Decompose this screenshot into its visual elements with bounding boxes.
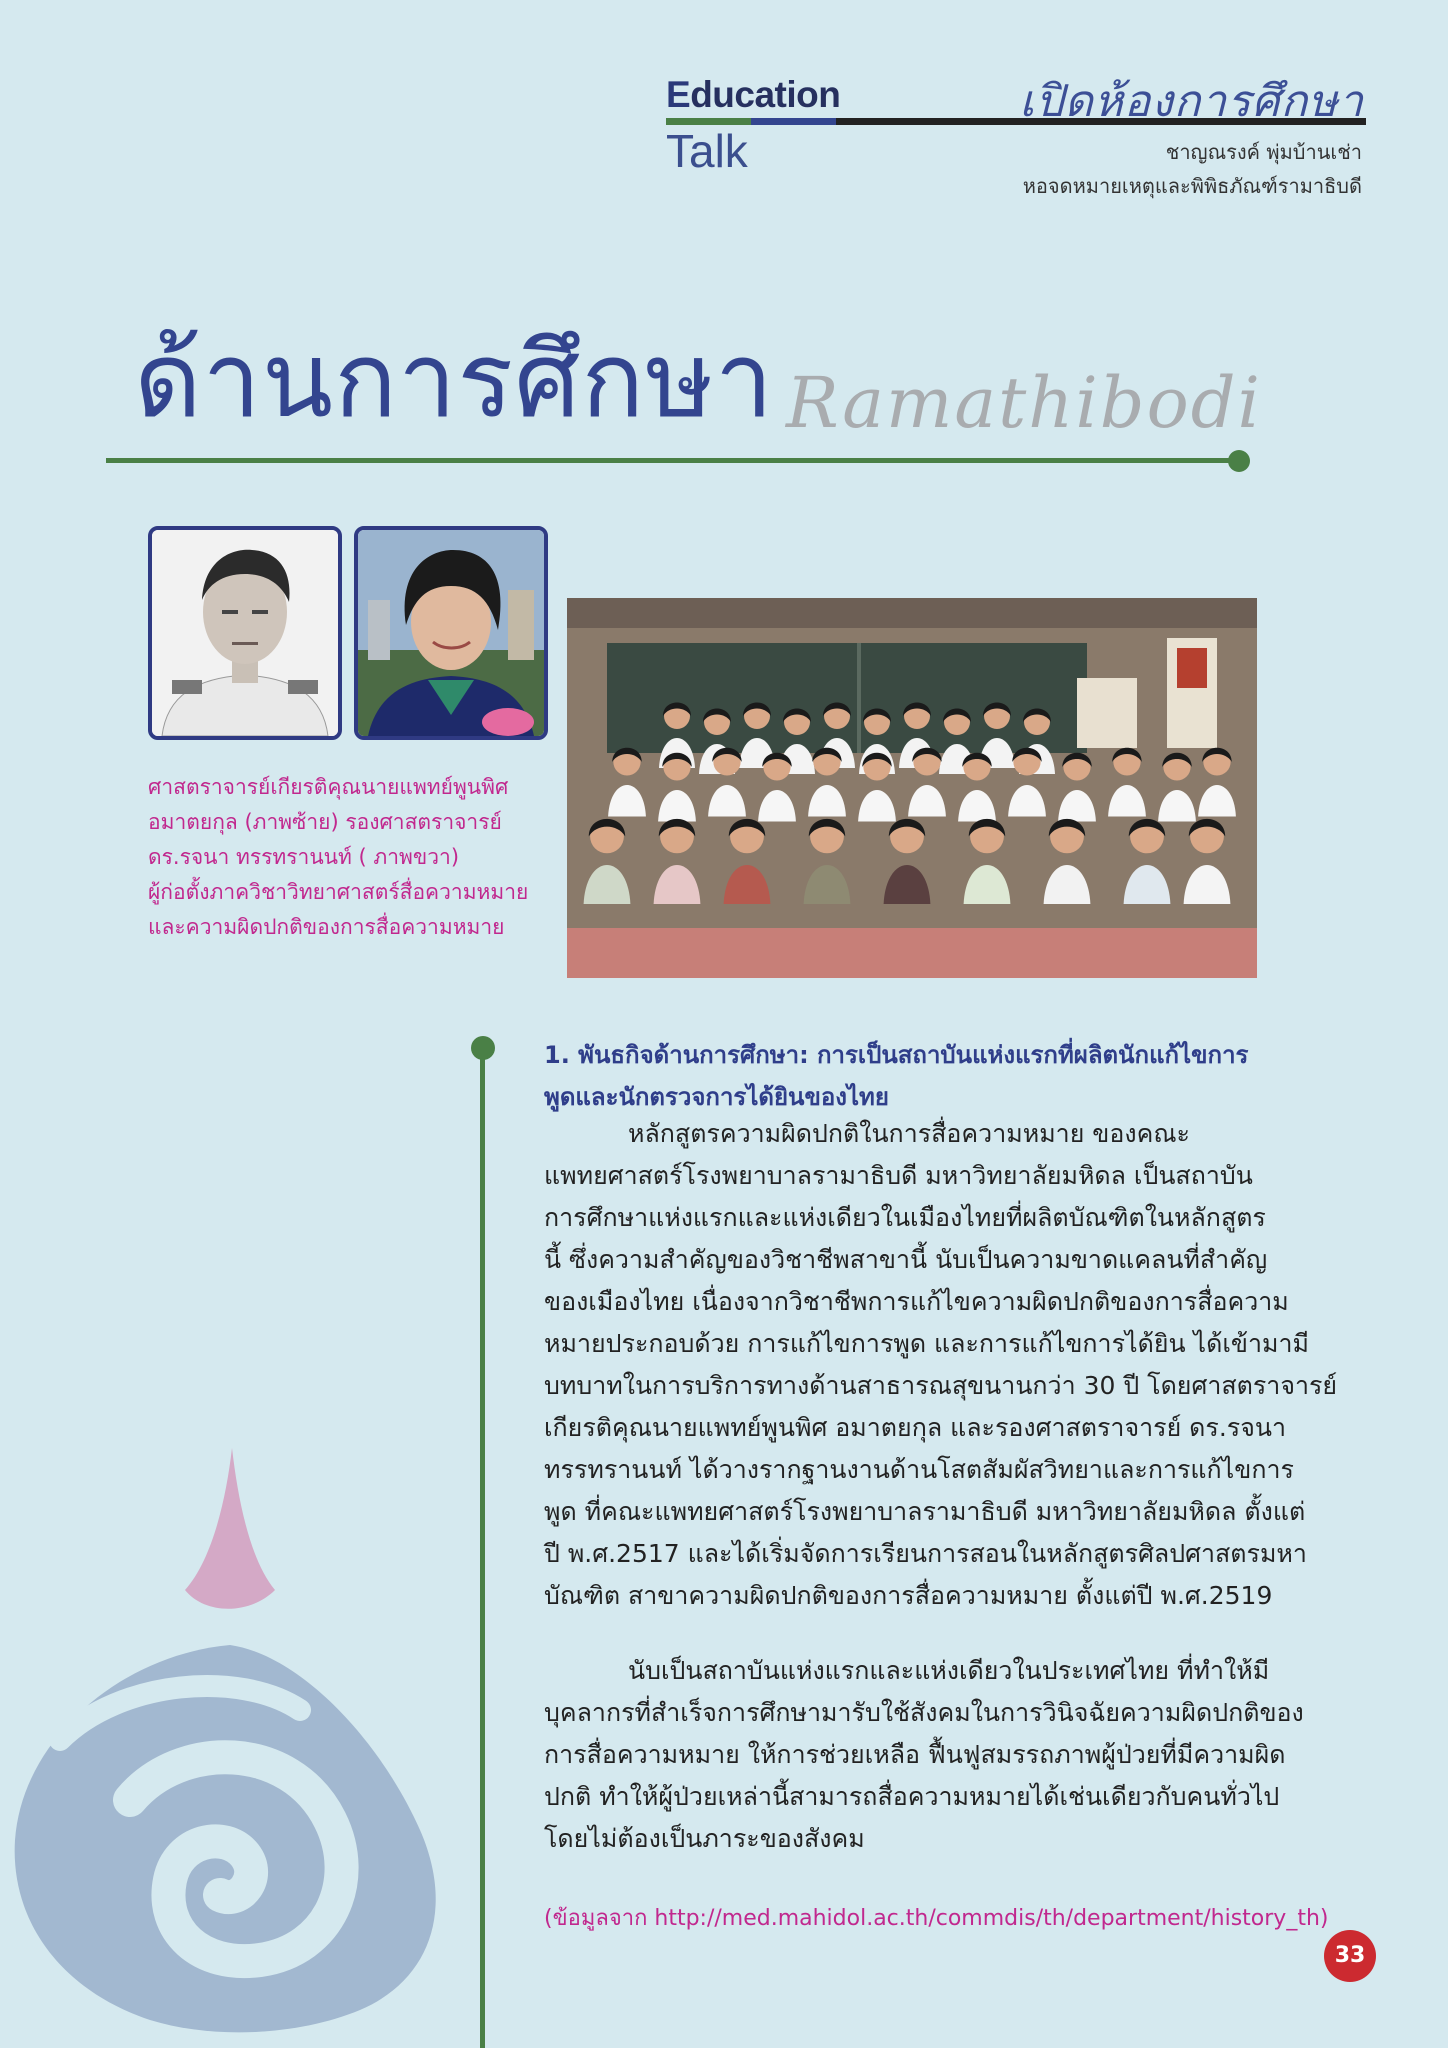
paragraph-line: หลักสูตรความผิดปกติในการสื่อความหมาย ของคณะ xyxy=(628,1119,1190,1148)
caption-line: ศาสตราจารย์เกียรติคุณนายแพทย์พูนพิศ xyxy=(148,775,509,799)
author-name: ชาญณรงค์ พุ่มบ้านเช่า xyxy=(1165,140,1362,164)
page-number-badge: 33 xyxy=(1324,1930,1376,1982)
paragraph-1 xyxy=(544,1113,1338,1617)
caption-line: และความผิดปกติของการสื่อความหมาย xyxy=(148,915,505,939)
paragraph-line: นี้ ซึ่งความสำคัญของวิชาชีพสาขานี้ นับเป็นความขาดแคลนที่สำคัญ xyxy=(544,1245,1268,1274)
paragraph-line: เกียรติคุณนายแพทย์พูนพิศ อมาตยกุล และรองศาสตราจารย์ ดร.รจนา xyxy=(544,1413,1286,1442)
title-underline-dot xyxy=(1228,450,1250,472)
page-title-latin: Ramathibodi xyxy=(786,362,1262,444)
faculty-emblem-watermark xyxy=(0,1440,460,2040)
section-heading-line: 1. พันธกิจด้านการศึกษา: การเป็นสถาบันแห่งแรกที่ผลิตนักแก้ไขการ xyxy=(544,1041,1249,1069)
paragraph-line: ทรรทรานนท์ ได้วางรากฐานงานด้านโสตสัมผัสวิทยาและการแก้ไขการ xyxy=(544,1455,1294,1484)
talk-logo-text: Talk xyxy=(666,125,748,177)
portrait-caption xyxy=(148,770,538,945)
paragraph-line: นับเป็นสถาบันแห่งแรกและแห่งเดียวในประเทศไทย ที่ทำให้มี xyxy=(628,1656,1270,1685)
education-logo-text: Education xyxy=(666,74,841,115)
paragraph-line: ปี พ.ศ.2517 และได้เริ่มจัดการเรียนการสอนในหลักสูตรศิลปศาสตรมหา xyxy=(544,1539,1307,1568)
section-vertical-rule xyxy=(480,1048,485,2048)
paragraph-line: ปกติ ทำให้ผู้ป่วยเหล่านี้สามารถสื่อความหมายได้เช่นเดียวกับคนทั่วไป xyxy=(544,1782,1280,1811)
section-rule-dot xyxy=(471,1036,495,1060)
caption-line: อมาตยกุล (ภาพซ้าย) รองศาสตราจารย์ xyxy=(148,810,502,834)
group-photo xyxy=(567,598,1257,978)
source-citation: (ข้อมูลจาก http://med.mahidol.ac.th/commdis/th/department/history_th) xyxy=(544,1906,1329,1931)
paragraph-2 xyxy=(544,1650,1304,1860)
section-heading-line: พูดและนักตรวจการได้ยินของไทย xyxy=(544,1083,889,1111)
paragraph-line: บุคลากรที่สำเร็จการศึกษามารับใช้สังคมในการวินิจฉัยความผิดปกติของ xyxy=(544,1698,1304,1727)
caption-line: ดร.รจนา ทรรทรานนท์ ( ภาพขวา) xyxy=(148,845,460,869)
paragraph-line: บัณฑิต สาขาความผิดปกติของการสื่อความหมาย ตั้งแต่ปี พ.ศ.2519 xyxy=(544,1581,1273,1610)
paragraph-line: โดยไม่ต้องเป็นภาระของสังคม xyxy=(544,1824,865,1853)
section-heading xyxy=(544,1034,1274,1118)
paragraph-line: แพทยศาสตร์โรงพยาบาลรามาธิบดี มหาวิทยาลัยมหิดล เป็นสถาบัน xyxy=(544,1161,1253,1190)
section-header-thai: เปิดห้องการศึกษา xyxy=(1019,76,1364,127)
author-affiliation: หอจดหมายเหตุและพิพิธภัณฑ์รามาธิบดี xyxy=(1022,174,1362,198)
paragraph-line: หมายประกอบด้วย การแก้ไขการพูด และการแก้ไขการได้ยิน ได้เข้ามามี xyxy=(544,1329,1309,1358)
portrait-left-photo xyxy=(148,526,342,740)
paragraph-line: พูด ที่คณะแพทยศาสตร์โรงพยาบาลรามาธิบดี มหาวิทยาลัยมหิดล ตั้งแต่ xyxy=(544,1497,1306,1526)
title-underline xyxy=(106,458,1242,463)
portrait-right-photo xyxy=(354,526,548,740)
caption-line: ผู้ก่อตั้งภาควิชาวิทยาศาสตร์สื่อความหมาย xyxy=(148,880,529,904)
paragraph-line: การศึกษาแห่งแรกและแห่งเดียวในเมืองไทยที่ผลิตบัณฑิตในหลักสูตร xyxy=(544,1203,1266,1232)
paragraph-line: ของเมืองไทย เนื่องจากวิชาชีพการแก้ไขความผิดปกติของการสื่อความ xyxy=(544,1287,1289,1316)
page-title: ด้านการศึกษา xyxy=(134,319,775,441)
paragraph-line: บทบาทในการบริการทางด้านสาธารณสุขนานกว่า 30 ปี โดยศาสตราจารย์ xyxy=(544,1371,1338,1400)
paragraph-line: การสื่อความหมาย ให้การช่วยเหลือ ฟื้นฟูสมรรถภาพผู้ป่วยที่มีความผิด xyxy=(544,1740,1286,1769)
